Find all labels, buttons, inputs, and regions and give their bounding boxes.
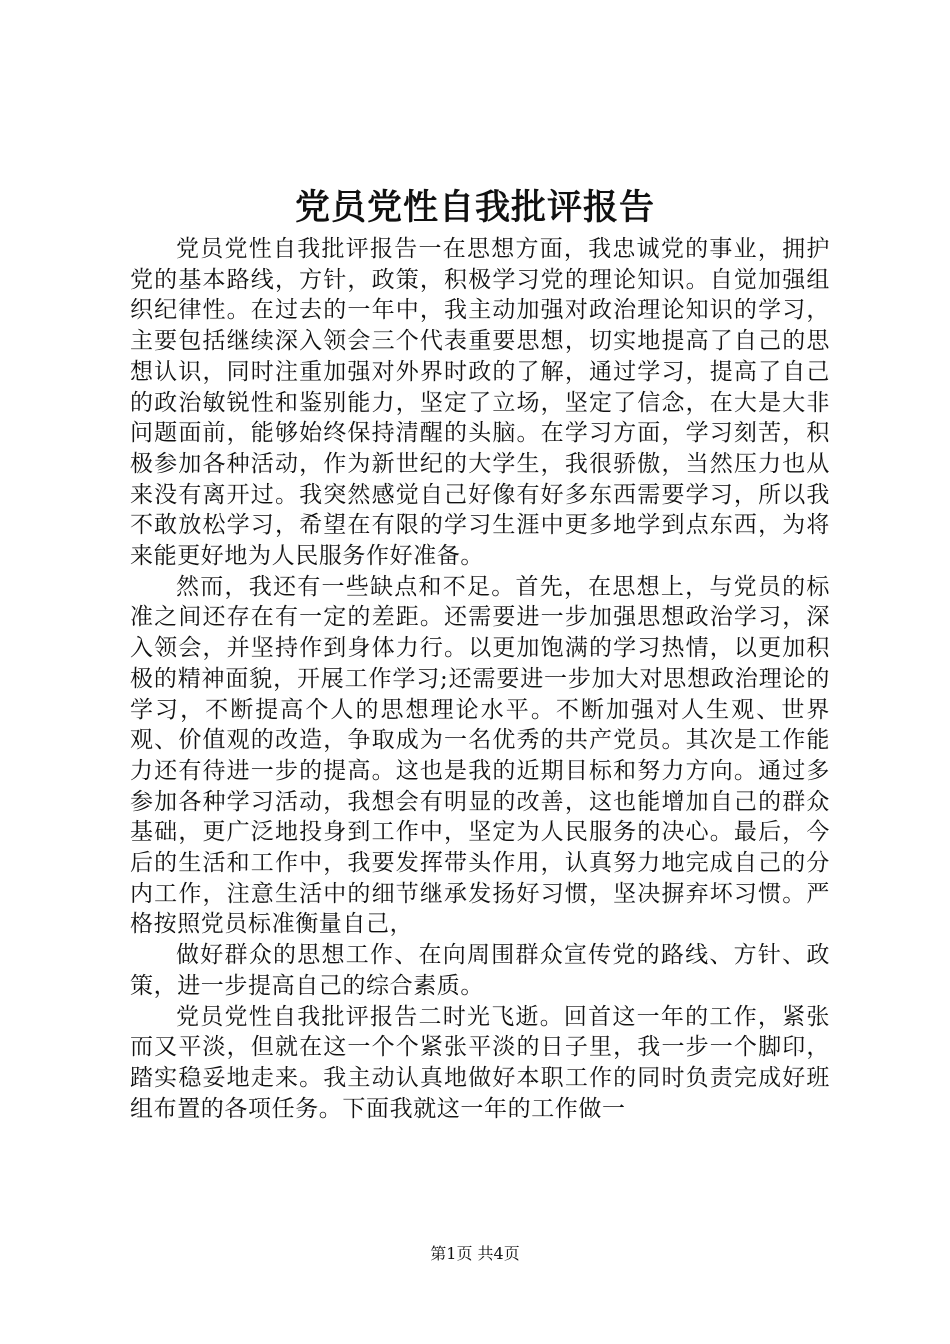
- paragraph-2: 然而，我还有一些缺点和不足。首先，在思想上，与党员的标准之间还存在有一定的差距。还需要进一步加强思想政治学习，深入领会，并坚持作到身体力行。以更加饱满的学习热情，以更加积极的精神面貌，开展工作学习;还需要进一步加大对思想政治理论的学习，不断提高个人的思想理论水平。不断加强对人生观、世界观、价值观的改造，争取成为一名优秀的共产党员。其次是工作能力还有待进一步的提高。这也是我的近期目标和努力方向。通过多参加各种学习活动，我想会有明显的改善，这也能增加自己的群众基础，更广泛地投身到工作中，坚定为人民服务的决心。最后，今后的生活和工作中，我要发挥带头作用，认真努力地完成自己的分内工作，注意生活中的细节继承发扬好习惯，坚决摒弃坏习惯。严格按照党员标准衡量自己，: [130, 573, 830, 938]
- paragraph-4: 党员党性自我批评报告二时光飞逝。回首这一年的工作，紧张而又平淡，但就在这一个个紧张平淡的日子里，我一步一个脚印，踏实稳妥地走来。我主动认真地做好本职工作的同时负责完成好班组布置的各项任务。下面我就这一年的工作做一: [130, 1003, 830, 1122]
- paragraph-1: 党员党性自我批评报告一在思想方面，我忠诚党的事业，拥护党的基本路线，方针，政策，积极学习党的理论知识。自觉加强组织纪律性。在过去的一年中，我主动加强对政治理论知识的学习，主要包括继续深入领会三个代表重要思想，切实地提高了自己的思想认识，同时注重加强对外界时政的了解，通过学习，提高了自己的政治敏锐性和鉴别能力，坚定了立场，坚定了信念，在大是大非问题面前，能够始终保持清醒的头脑。在学习方面，学习刻苦，积极参加各种活动，作为新世纪的大学生，我很骄傲，当然压力也从来没有离开过。我突然感觉自己好像有好多东西需要学习，所以我不敢放松学习，希望在有限的学习生涯中更多地学到点东西，为将来能更好地为人民服务作好准备。: [130, 236, 830, 570]
- document-body: [130, 234, 830, 1124]
- paragraph-3: 做好群众的思想工作、在向周围群众宣传党的路线、方针、政策，进一步提高自己的综合素质。: [130, 942, 830, 999]
- page-footer: 第1页 共4页: [430, 1244, 520, 1263]
- document-title: 党员党性自我批评报告: [294, 187, 655, 228]
